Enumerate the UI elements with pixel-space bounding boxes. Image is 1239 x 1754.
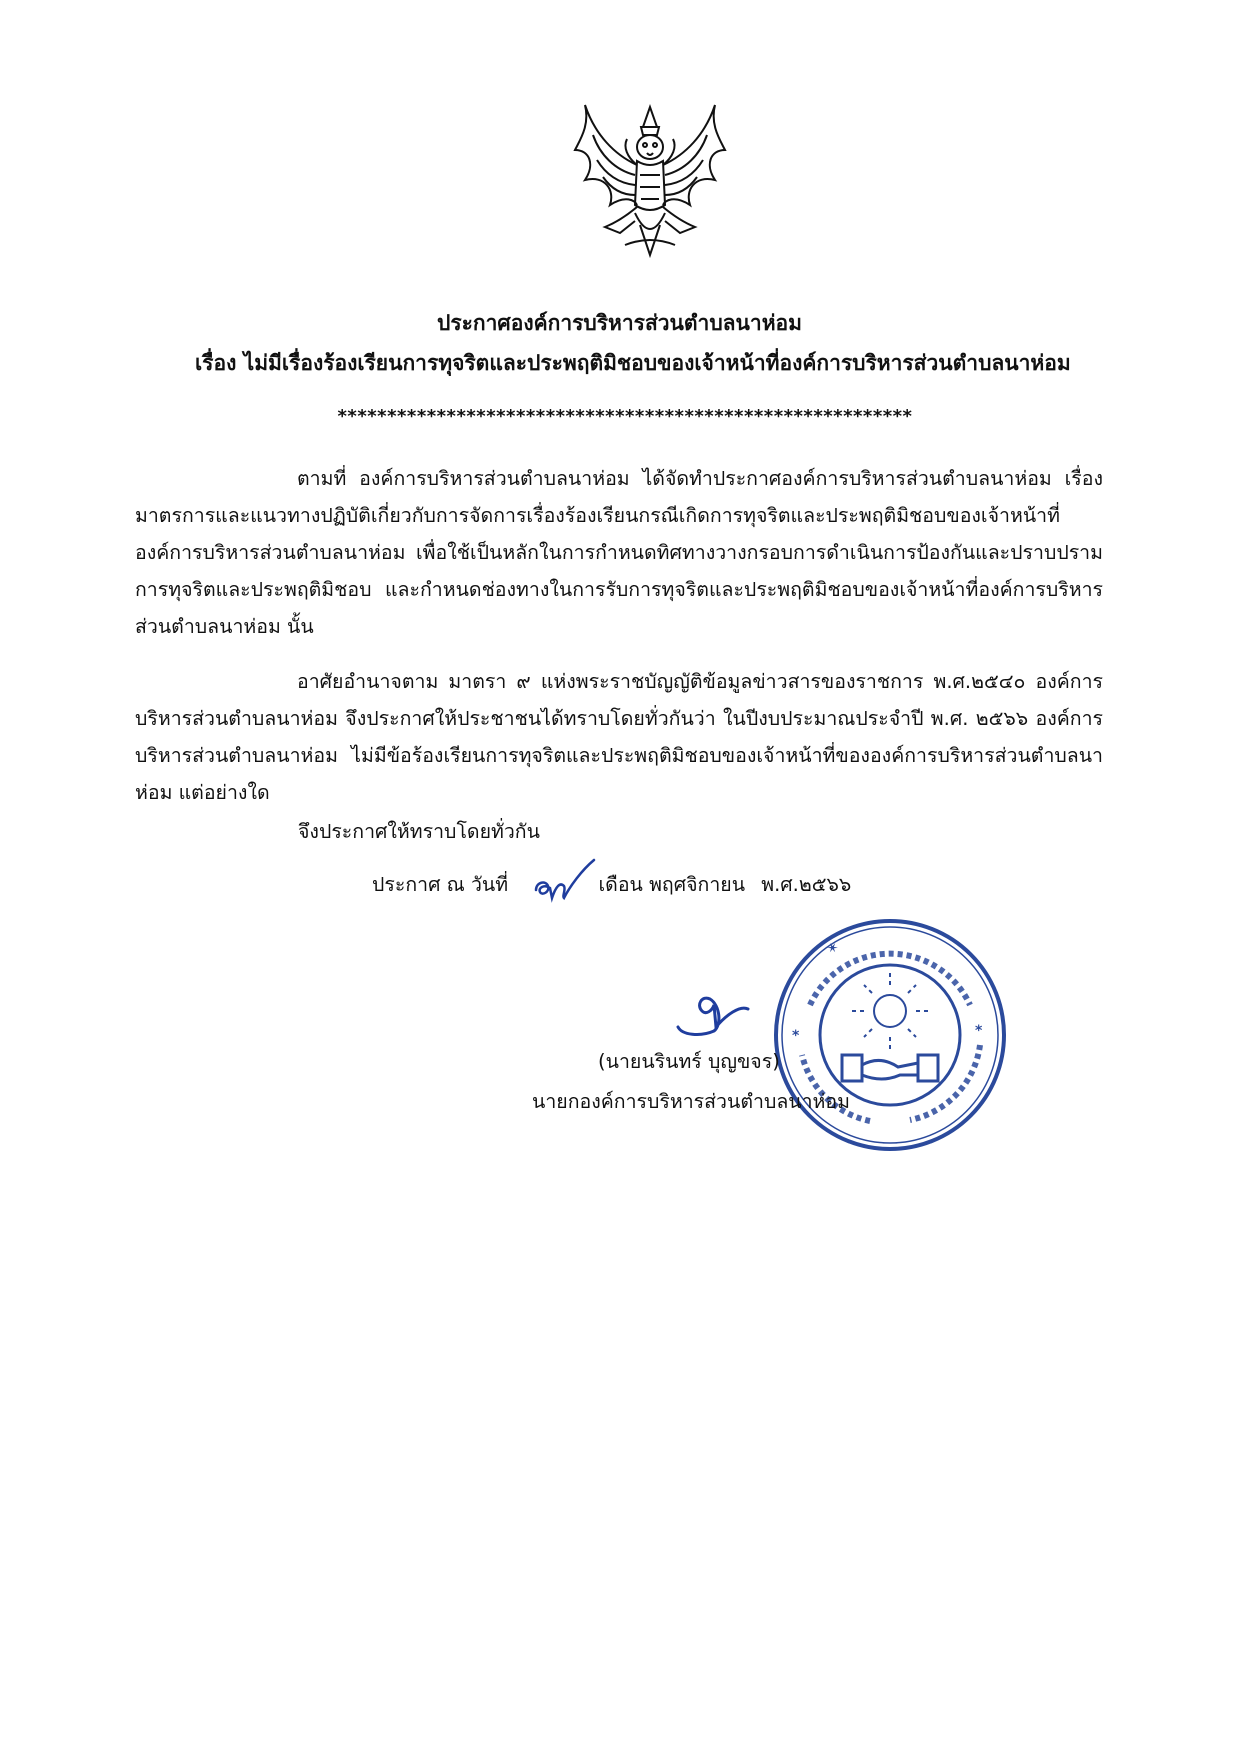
signer-position: นายกองค์การบริหารส่วนตำบลนาห่อม — [532, 1090, 850, 1113]
svg-text:*: * — [792, 1028, 800, 1044]
svg-text:*: * — [975, 1023, 983, 1039]
separator-line: ********************************************************** — [337, 406, 913, 427]
date-month: เดือน พฤศจิกายน — [598, 873, 746, 896]
garuda-emblem-icon — [565, 95, 735, 265]
announcement-title: ประกาศองค์การบริหารส่วนตำบลนาห่อม — [437, 311, 802, 335]
body-paragraph-1: ตามที่ องค์การบริหารส่วนตำบลนาห่อม ได้จัดทำประกาศองค์การบริหารส่วนตำบลนาห่อม เรื่อง มาตรการและแนวทางปฏิบัติเกี่ยวกับการจัดการเรื่องร้องเรียนกรณีเกิดการทุจริตและประพฤติมิชอบของเจ้าหน้าที่องค์การบริหารส่วนตำบลนาห่อม เพื่อใช้เป็นหลักในการกำหนดทิศทางวางกรอบการดำเนินการป้องกันและปราบปรามการทุจริตและประพฤติมิชอบ และกำหนดช่องทางในการรับการทุจริตและประพฤติมิชอบของเจ้าหน้าที่องค์การบริหารส่วนตำบลนาห่อม นั้น — [135, 467, 1103, 638]
announcement-subject: เรื่อง ไม่มีเรื่องร้องเรียนการทุจริตและประพฤติมิชอบของเจ้าหน้าที่องค์การบริหารส่วนตำบลนาห่อม — [195, 351, 1071, 375]
signer-name: (นายนรินทร์ บุญขจร) — [598, 1050, 780, 1073]
date-line — [372, 870, 861, 900]
date-year: พ.ศ.๒๕๖๖ — [761, 873, 852, 896]
handwritten-day — [530, 856, 600, 906]
date-prefix: ประกาศ ณ วันที่ — [372, 873, 509, 896]
svg-text:✶: ✶ — [824, 938, 843, 959]
body-paragraph-2: อาศัยอำนาจตาม มาตรา ๙ แห่งพระราชบัญญัติข้อมูลข่าวสารของราชการ พ.ศ.๒๕๔๐ องค์การบริหารส่วนตำบลนาห่อม จึงประกาศให้ประชาชนได้ทราบโดยทั่วกันว่า ในปีงบประมาณประจำปี พ.ศ. ๒๕๖๖ องค์การบริหารส่วนตำบลนาห่อม ไม่มีข้อร้องเรียนการทุจริตและประพฤติมิชอบของเจ้าหน้าที่ขององค์การบริหารส่วนตำบลนาห่อม แต่อย่างใด — [135, 670, 1103, 804]
signature-mark — [670, 975, 780, 1045]
official-seal-icon — [770, 915, 1010, 1155]
closing-statement: จึงประกาศให้ทราบโดยทั่วกัน — [298, 820, 540, 843]
